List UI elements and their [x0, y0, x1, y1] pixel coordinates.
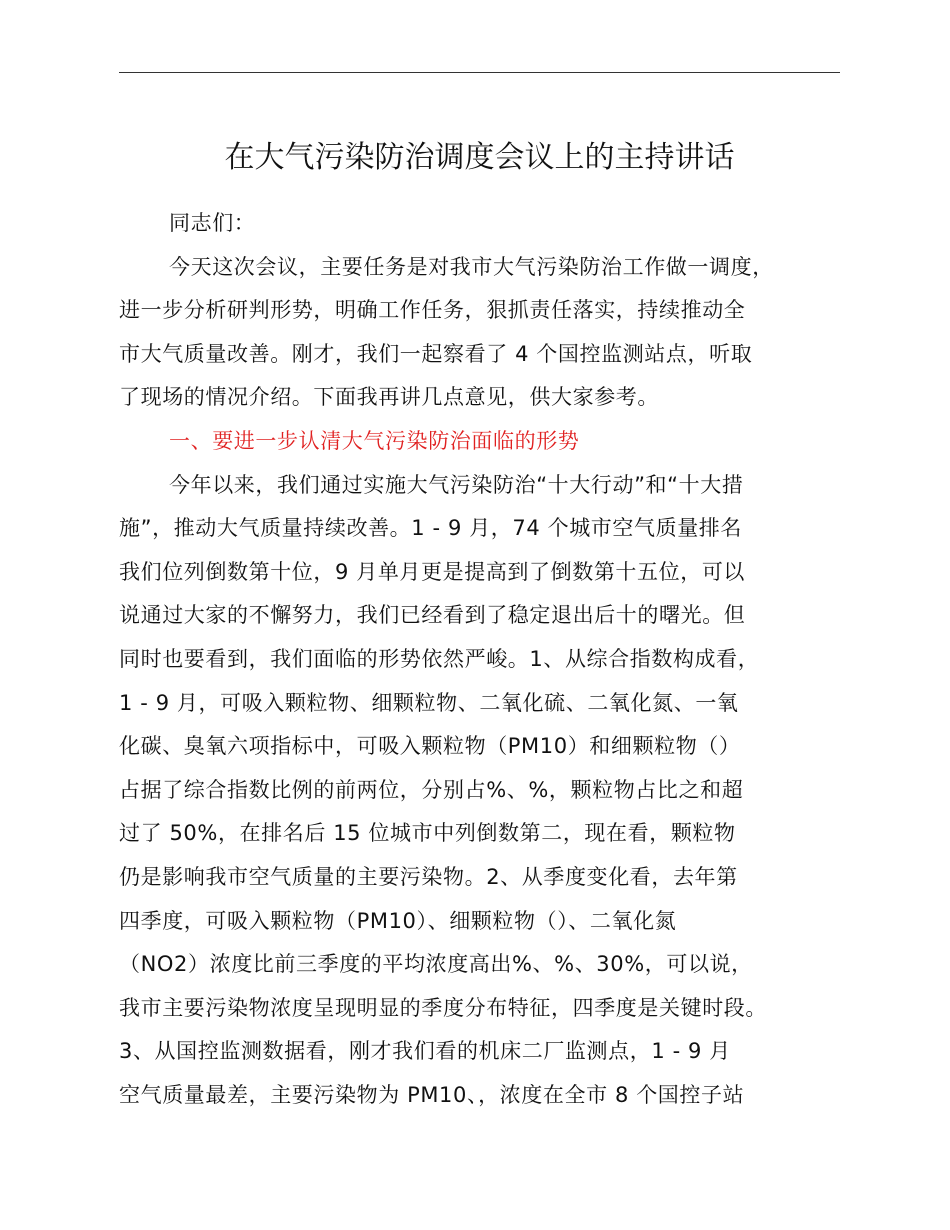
paragraph-line: 仍是影响我市空气质量的主要污染物。2、从季度变化看，去年第 [119, 864, 738, 889]
paragraph-line: 了现场的情况介绍。下面我再讲几点意见，供大家参考。 [119, 385, 659, 410]
paragraph-line: 今天这次会议，主要任务是对我市大气污染防治工作做一调度， [169, 254, 774, 279]
paragraph-line: 3、从国控监测数据看，刚才我们看的机床二厂监测点，1 - 9 月 [119, 1039, 731, 1064]
paragraph-line: （NO2）浓度比前三季度的平均浓度高出%、%、30%，可以说， [119, 952, 753, 977]
paragraph-line: 说通过大家的不懈努力，我们已经看到了稳定退出后十的曙光。但 [119, 603, 746, 628]
paragraph-line: 今年以来，我们通过实施大气污染防治“十大行动”和“十大措 [169, 472, 744, 497]
section-heading: 一、要进一步认清大气污染防治面临的形势 [169, 428, 580, 453]
document-body [119, 202, 859, 1117]
paragraph-line: 我市主要污染物浓度呈现明显的季度分布特征，四季度是关键时段。 [119, 995, 767, 1020]
paragraph-line: 空气质量最差，主要污染物为 PM10、，浓度在全市 8 个国控子站 [119, 1082, 745, 1107]
paragraph-line: 占据了综合指数比例的前两位，分别占%、%，颗粒物占比之和超 [119, 777, 744, 802]
paragraph-line: 市大气质量改善。刚才，我们一起察看了 4 个国控监测站点，听取 [119, 341, 753, 366]
paragraph-line: 1 - 9 月，可吸入颗粒物、细颗粒物、二氧化硫、二氧化氮、一氧 [119, 690, 739, 715]
document-title: 在大气污染防治调度会议上的主持讲话 [224, 140, 735, 175]
header-rule [119, 72, 840, 73]
paragraph-line: 进一步分析研判形势，明确工作任务，狠抓责任落实，持续推动全 [119, 298, 746, 323]
paragraph-line: 化碳、臭氧六项指标中，可吸入颗粒物（PM10）和细颗粒物（） [119, 734, 741, 759]
paragraph-line: 过了 50%，在排名后 15 位城市中列倒数第二，现在看，颗粒物 [119, 821, 736, 846]
paragraph-line: 四季度，可吸入颗粒物（PM10）、细颗粒物（）、二氧化氮 [119, 908, 677, 933]
salutation: 同志们： [169, 211, 256, 235]
paragraph-line: 施”，推动大气质量持续改善。1 - 9 月，74 个城市空气质量排名 [119, 516, 742, 541]
paragraph-line: 同时也要看到，我们面临的形势依然严峻。1、从综合指数构成看， [119, 646, 760, 671]
paragraph-line: 我们位列倒数第十位，9 月单月更是提高到了倒数第十五位，可以 [119, 559, 746, 584]
